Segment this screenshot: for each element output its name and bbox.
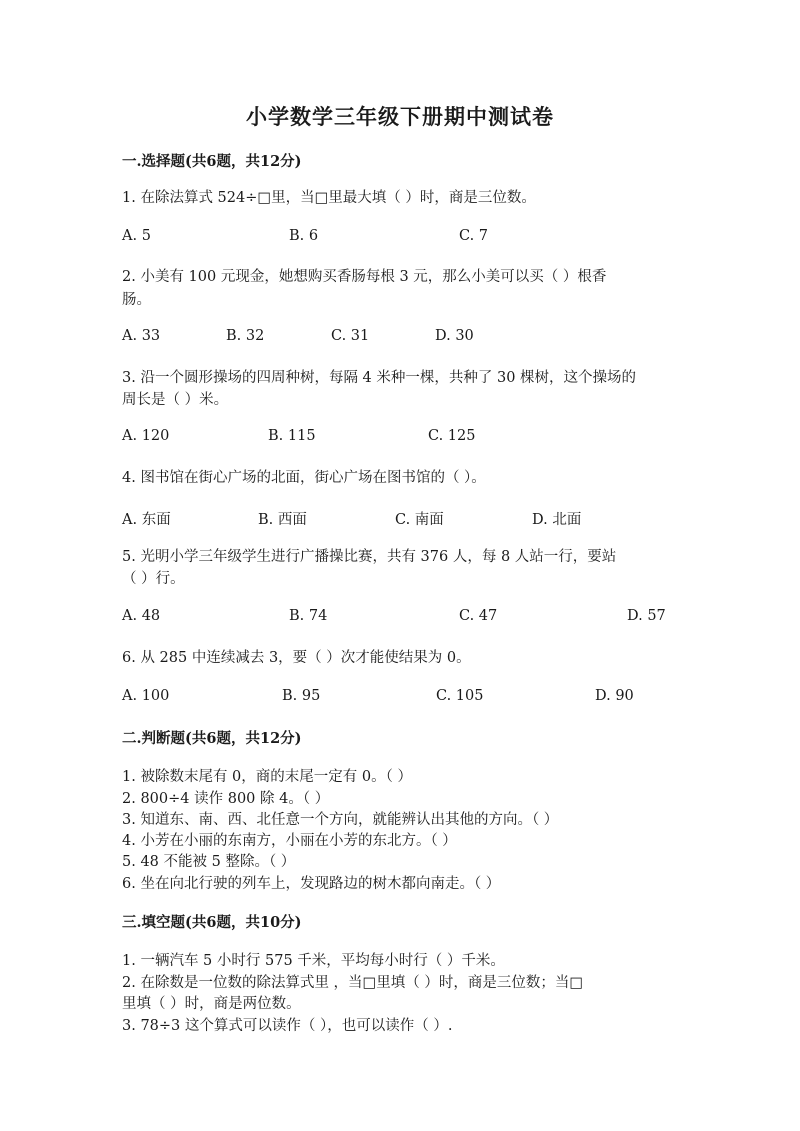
judgment-item-6: 6. 坐在向北行驶的列车上，发现路边的树木都向南走。（ ）	[122, 876, 501, 892]
question-6-option-c: C. 105	[436, 688, 484, 704]
question-4-text: 4. 图书馆在街心广场的北面，街心广场在图书馆的（ ）。	[122, 470, 486, 486]
question-3-text-cont: 周长是（ ）米。	[122, 392, 229, 408]
question-4-option-a: A. 东面	[122, 512, 171, 528]
question-2-option-a: A. 33	[122, 328, 161, 344]
question-2-text-cont: 肠。	[122, 292, 151, 308]
question-4-option-b: B. 西面	[258, 512, 307, 528]
question-2-option-c: C. 31	[331, 328, 370, 344]
question-5-text: 5. 光明小学三年级学生进行广播操比赛，共有 376 人，每 8 人站一行，要站	[122, 549, 617, 565]
question-5-option-b: B. 74	[289, 608, 328, 624]
section-heading-choice: 一.选择题(共6题，共12分)	[122, 153, 302, 170]
judgment-item-2: 2. 800÷4 读作 800 除 4。（ ）	[122, 791, 330, 807]
question-1-option-b: B. 6	[289, 228, 319, 244]
question-3-option-c: C. 125	[428, 428, 476, 444]
question-5-text-cont: （ ）行。	[122, 571, 185, 587]
question-6-option-d: D. 90	[595, 688, 634, 704]
question-6-option-a: A. 100	[122, 688, 170, 704]
question-1-option-c: C. 7	[459, 228, 489, 244]
question-3-option-a: A. 120	[122, 428, 170, 444]
judgment-item-4: 4. 小芳在小丽的东南方，小丽在小芳的东北方。（ ）	[122, 833, 457, 849]
question-3-text: 3. 沿一个圆形操场的四周种树，每隔 4 米种一棵，共种了 30 棵树，这个操场的	[122, 370, 637, 386]
judgment-item-1: 1. 被除数末尾有 0，商的末尾一定有 0。（ ）	[122, 769, 412, 785]
fill-item-3: 3. 78÷3 这个算式可以读作（ ），也可以读作（ ）.	[122, 1018, 453, 1034]
question-4-option-c: C. 南面	[395, 512, 444, 528]
question-5-option-c: C. 47	[459, 608, 498, 624]
fill-item-2-cont: 里填（ ）时，商是两位数。	[122, 996, 301, 1012]
judgment-item-5: 5. 48 不能被 5 整除。（ ）	[122, 854, 296, 870]
question-1-text: 1. 在除法算式 524÷□里，当□里最大填（ ）时，商是三位数。	[122, 190, 536, 206]
question-5-option-a: A. 48	[122, 608, 161, 624]
question-4-option-d: D. 北面	[532, 512, 582, 528]
section-heading-judgment: 二.判断题(共6题，共12分)	[122, 730, 302, 747]
judgment-item-3: 3. 知道东、南、西、北任意一个方向，就能辨认出其他的方向。（ ）	[122, 812, 559, 828]
question-6-text: 6. 从 285 中连续减去 3，要（ ）次才能使结果为 0。	[122, 650, 471, 666]
section-heading-fill: 三.填空题(共6题，共10分)	[122, 914, 302, 931]
question-3-option-b: B. 115	[268, 428, 316, 444]
fill-item-1: 1. 一辆汽车 5 小时行 575 千米，平均每小时行（ ）千米。	[122, 953, 505, 969]
question-5-option-d: D. 57	[627, 608, 666, 624]
question-6-option-b: B. 95	[282, 688, 321, 704]
page-title: 小学数学三年级下册期中测试卷	[246, 104, 554, 129]
question-1-option-a: A. 5	[122, 228, 151, 244]
fill-item-2: 2. 在除数是一位数的除法算式里 ，当□里填（ ）时，商是三位数；当□	[122, 975, 584, 991]
question-2-option-d: D. 30	[435, 328, 474, 344]
question-2-text: 2. 小美有 100 元现金，她想购买香肠每根 3 元，那么小美可以买（ ）根香	[122, 269, 607, 285]
question-2-option-b: B. 32	[226, 328, 265, 344]
